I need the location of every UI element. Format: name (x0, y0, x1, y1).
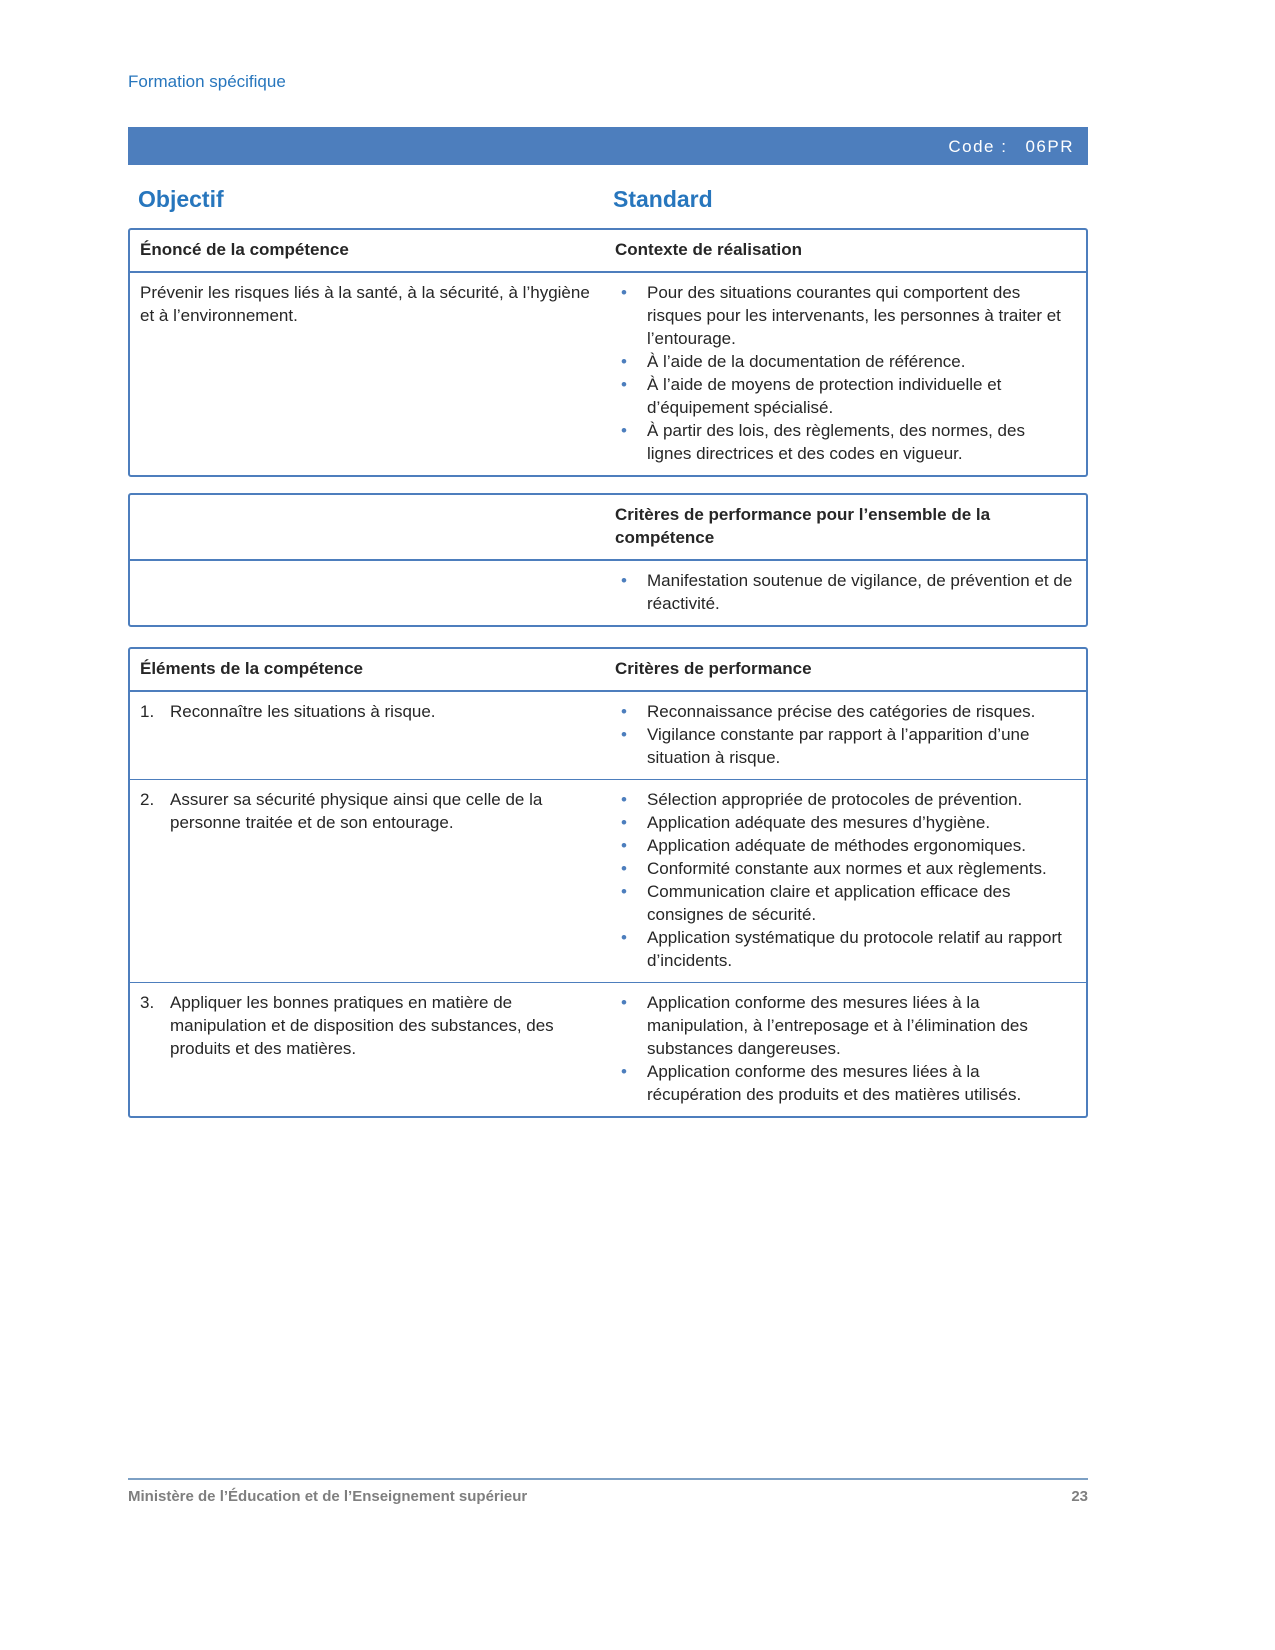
standard-heading: Standard (613, 186, 713, 212)
item-text: Assurer sa sécurité physique ainsi que celle de la personne traitée et de son entourage. (170, 790, 543, 832)
table3-header-row (130, 649, 1086, 692)
elements-criteres-table (128, 647, 1088, 1118)
criteres-cell (615, 692, 1086, 779)
item-number: 3. (140, 993, 155, 1012)
bullet-item: • Application adéquate de méthodes ergonomiques. (615, 834, 1074, 857)
enonce-header: Énoncé de la compétence (140, 240, 349, 259)
item-text: Reconnaître les situations à risque. (170, 702, 436, 721)
bullet-item: • Application conforme des mesures liées à la manipulation, à l’entreposage et à l’élimination des substances dangereuses. (615, 991, 1074, 1060)
table1-body-row (130, 273, 1086, 475)
item-number: 1. (140, 702, 155, 721)
page-content (128, 0, 1088, 1118)
criteres-cell (615, 983, 1086, 1116)
bullet-item: • Manifestation soutenue de vigilance, de prévention et de réactivité. (615, 569, 1074, 615)
bullet-item: • À l’aide de la documentation de référence. (615, 350, 1074, 373)
criteres-ensemble-table (128, 493, 1088, 627)
section-label: Formation spécifique (128, 72, 286, 91)
criteres-ensemble-header: Critères de performance pour l’ensemble de la compétence (615, 505, 991, 547)
contexte-cell (615, 273, 1086, 475)
code-value: 06PR (1025, 136, 1074, 156)
item-text: Appliquer les bonnes pratiques en matière de manipulation et de disposition des substances, des produits et des matières. (170, 993, 554, 1058)
bullet-item: • Pour des situations courantes qui comportent des risques pour les intervenants, les personnes à traiter et l’entourage. (615, 281, 1074, 350)
element-cell (130, 983, 615, 1116)
enonce-text: Prévenir les risques liés à la santé, à la sécurité, à l’hygiène et à l’environnement. (140, 283, 590, 325)
criteres-ensemble-bullet-list (615, 569, 1074, 615)
table2-header-row (130, 495, 1086, 561)
code-bar (128, 127, 1088, 165)
bullet-item: • Conformité constante aux normes et aux règlements. (615, 857, 1074, 880)
element-cell (130, 780, 615, 982)
bullet-item: • Application conforme des mesures liées à la récupération des produits et des matières utilisés. (615, 1060, 1074, 1106)
bullet-item: • Vigilance constante par rapport à l’apparition d’une situation à risque. (615, 723, 1074, 769)
criteres-bullet-list (615, 991, 1074, 1106)
bullet-item: • Application adéquate des mesures d’hygiène. (615, 811, 1074, 834)
numbered-item (140, 991, 601, 1060)
bullet-item: • À l’aide de moyens de protection individuelle et d’équipement spécialisé. (615, 373, 1074, 419)
table1-header-row (130, 230, 1086, 273)
page-footer (128, 1478, 1088, 1508)
column-titles (128, 185, 1088, 213)
criteres-bullet-list (615, 788, 1074, 972)
numbered-item (140, 700, 601, 723)
bullet-item: • À partir des lois, des règlements, des normes, des lignes directrices et des codes en vigueur. (615, 419, 1074, 465)
contexte-header: Contexte de réalisation (615, 240, 803, 259)
footer-ministry-label: Ministère de l’Éducation et de l’Enseignement supérieur (128, 1488, 528, 1505)
element-row-3 (130, 982, 1086, 1116)
criteres-header: Critères de performance (615, 659, 812, 678)
item-number: 2. (140, 790, 155, 809)
empty-header-cell (130, 495, 615, 559)
empty-body-cell (130, 561, 615, 625)
element-row-2 (130, 779, 1086, 982)
objectif-heading: Objectif (138, 186, 224, 212)
bullet-item: • Sélection appropriée de protocoles de prévention. (615, 788, 1074, 811)
criteres-ensemble-cell (615, 561, 1086, 625)
criteres-bullet-list (615, 700, 1074, 769)
code-label: Code : (948, 136, 1008, 156)
bullet-item: • Reconnaissance précise des catégories de risques. (615, 700, 1074, 723)
table2-body-row (130, 561, 1086, 625)
criteres-cell (615, 780, 1086, 982)
numbered-item (140, 788, 601, 834)
contexte-bullet-list (615, 281, 1074, 465)
bullet-item: • Communication claire et application efficace des consignes de sécurité. (615, 880, 1074, 926)
bullet-item: • Application systématique du protocole relatif au rapport d’incidents. (615, 926, 1074, 972)
element-cell (130, 692, 615, 779)
footer-page-number: 23 (1071, 1488, 1088, 1505)
elements-header: Éléments de la compétence (140, 659, 363, 678)
enonce-contexte-table (128, 228, 1088, 477)
element-row-1 (130, 692, 1086, 779)
